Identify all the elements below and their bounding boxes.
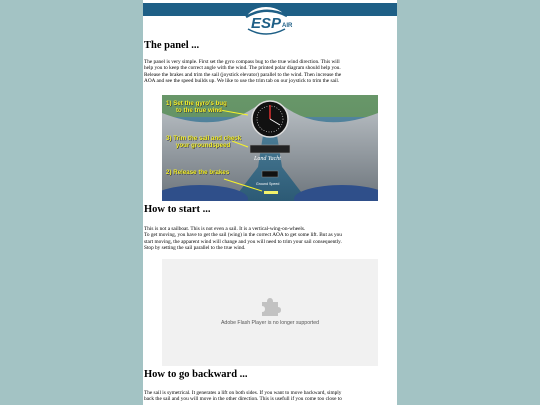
annotation-line: to the true wind [176,106,223,114]
text-line: The panel is very simple. First set the gyro compass bug to the true wind direction. This will [144,59,340,65]
heading-panel: The panel ... [144,40,200,51]
ground-speed-label: Ground Speed [256,182,280,186]
heading-how-to-go-backward: How to go backward ... [144,369,248,380]
panel-screenshot [162,95,378,201]
text-line: Stop by setting the sail parallel to the true wind. [144,244,246,251]
flash-unsupported-message: Adobe Flash Player is no longer supported [220,320,320,326]
paragraph-how-to-go-backward [144,390,396,403]
annotation-line: 2) Release the brakes [166,169,230,176]
annotation-line: 1) Set the gyro's bug [166,100,227,107]
text-line: To get moving, you have to get the sail (wing) in the correct AOA to get some lift. But as you [144,232,342,239]
text-line: AOA and see the speed builds up. We like to use the trim tab on our joystick to trim the sail. [144,77,340,84]
annotation-line: 3) Trim the sail and check [166,135,242,142]
text-line: This is not a sailboat. This is not even a sail. It is a vertical-wing-on-wheels. [144,226,306,232]
text-line: start moving, the apparent wind will change and you will need to trim your sail consequently. [144,238,342,245]
annotation-trim-sail [166,136,241,149]
text-line: help you to keep the correct angle with the wind. The printed polar diagram should help you. [144,65,341,72]
plugin-puzzle-icon [259,296,281,316]
text-line: Release the brakes and trim the sail (joystick elevator) parallel to the wind. Then increase the [144,71,342,78]
logo-text: ESP [251,15,282,32]
page-content [143,0,397,405]
paragraph-panel [144,59,396,84]
heading-how-to-start: How to start ... [144,204,211,215]
header-banner [143,3,397,38]
paragraph-how-to-start [144,226,396,251]
cockpit-name: Land Yacht [254,156,281,162]
flash-plugin-placeholder[interactable] [162,259,378,366]
annotation-release-brakes [166,170,229,177]
logo-suffix: AIR [282,23,293,29]
text-line: back the sail and you will move in the other direction. This is usefull if you come too close to [144,396,342,403]
annotation-line: your groundspeed [176,141,231,149]
annotation-gyro-bug [166,101,227,114]
text-line: The sail is symetrical. It generates a lift on both sides. If you want to move backward, simply [144,390,342,396]
